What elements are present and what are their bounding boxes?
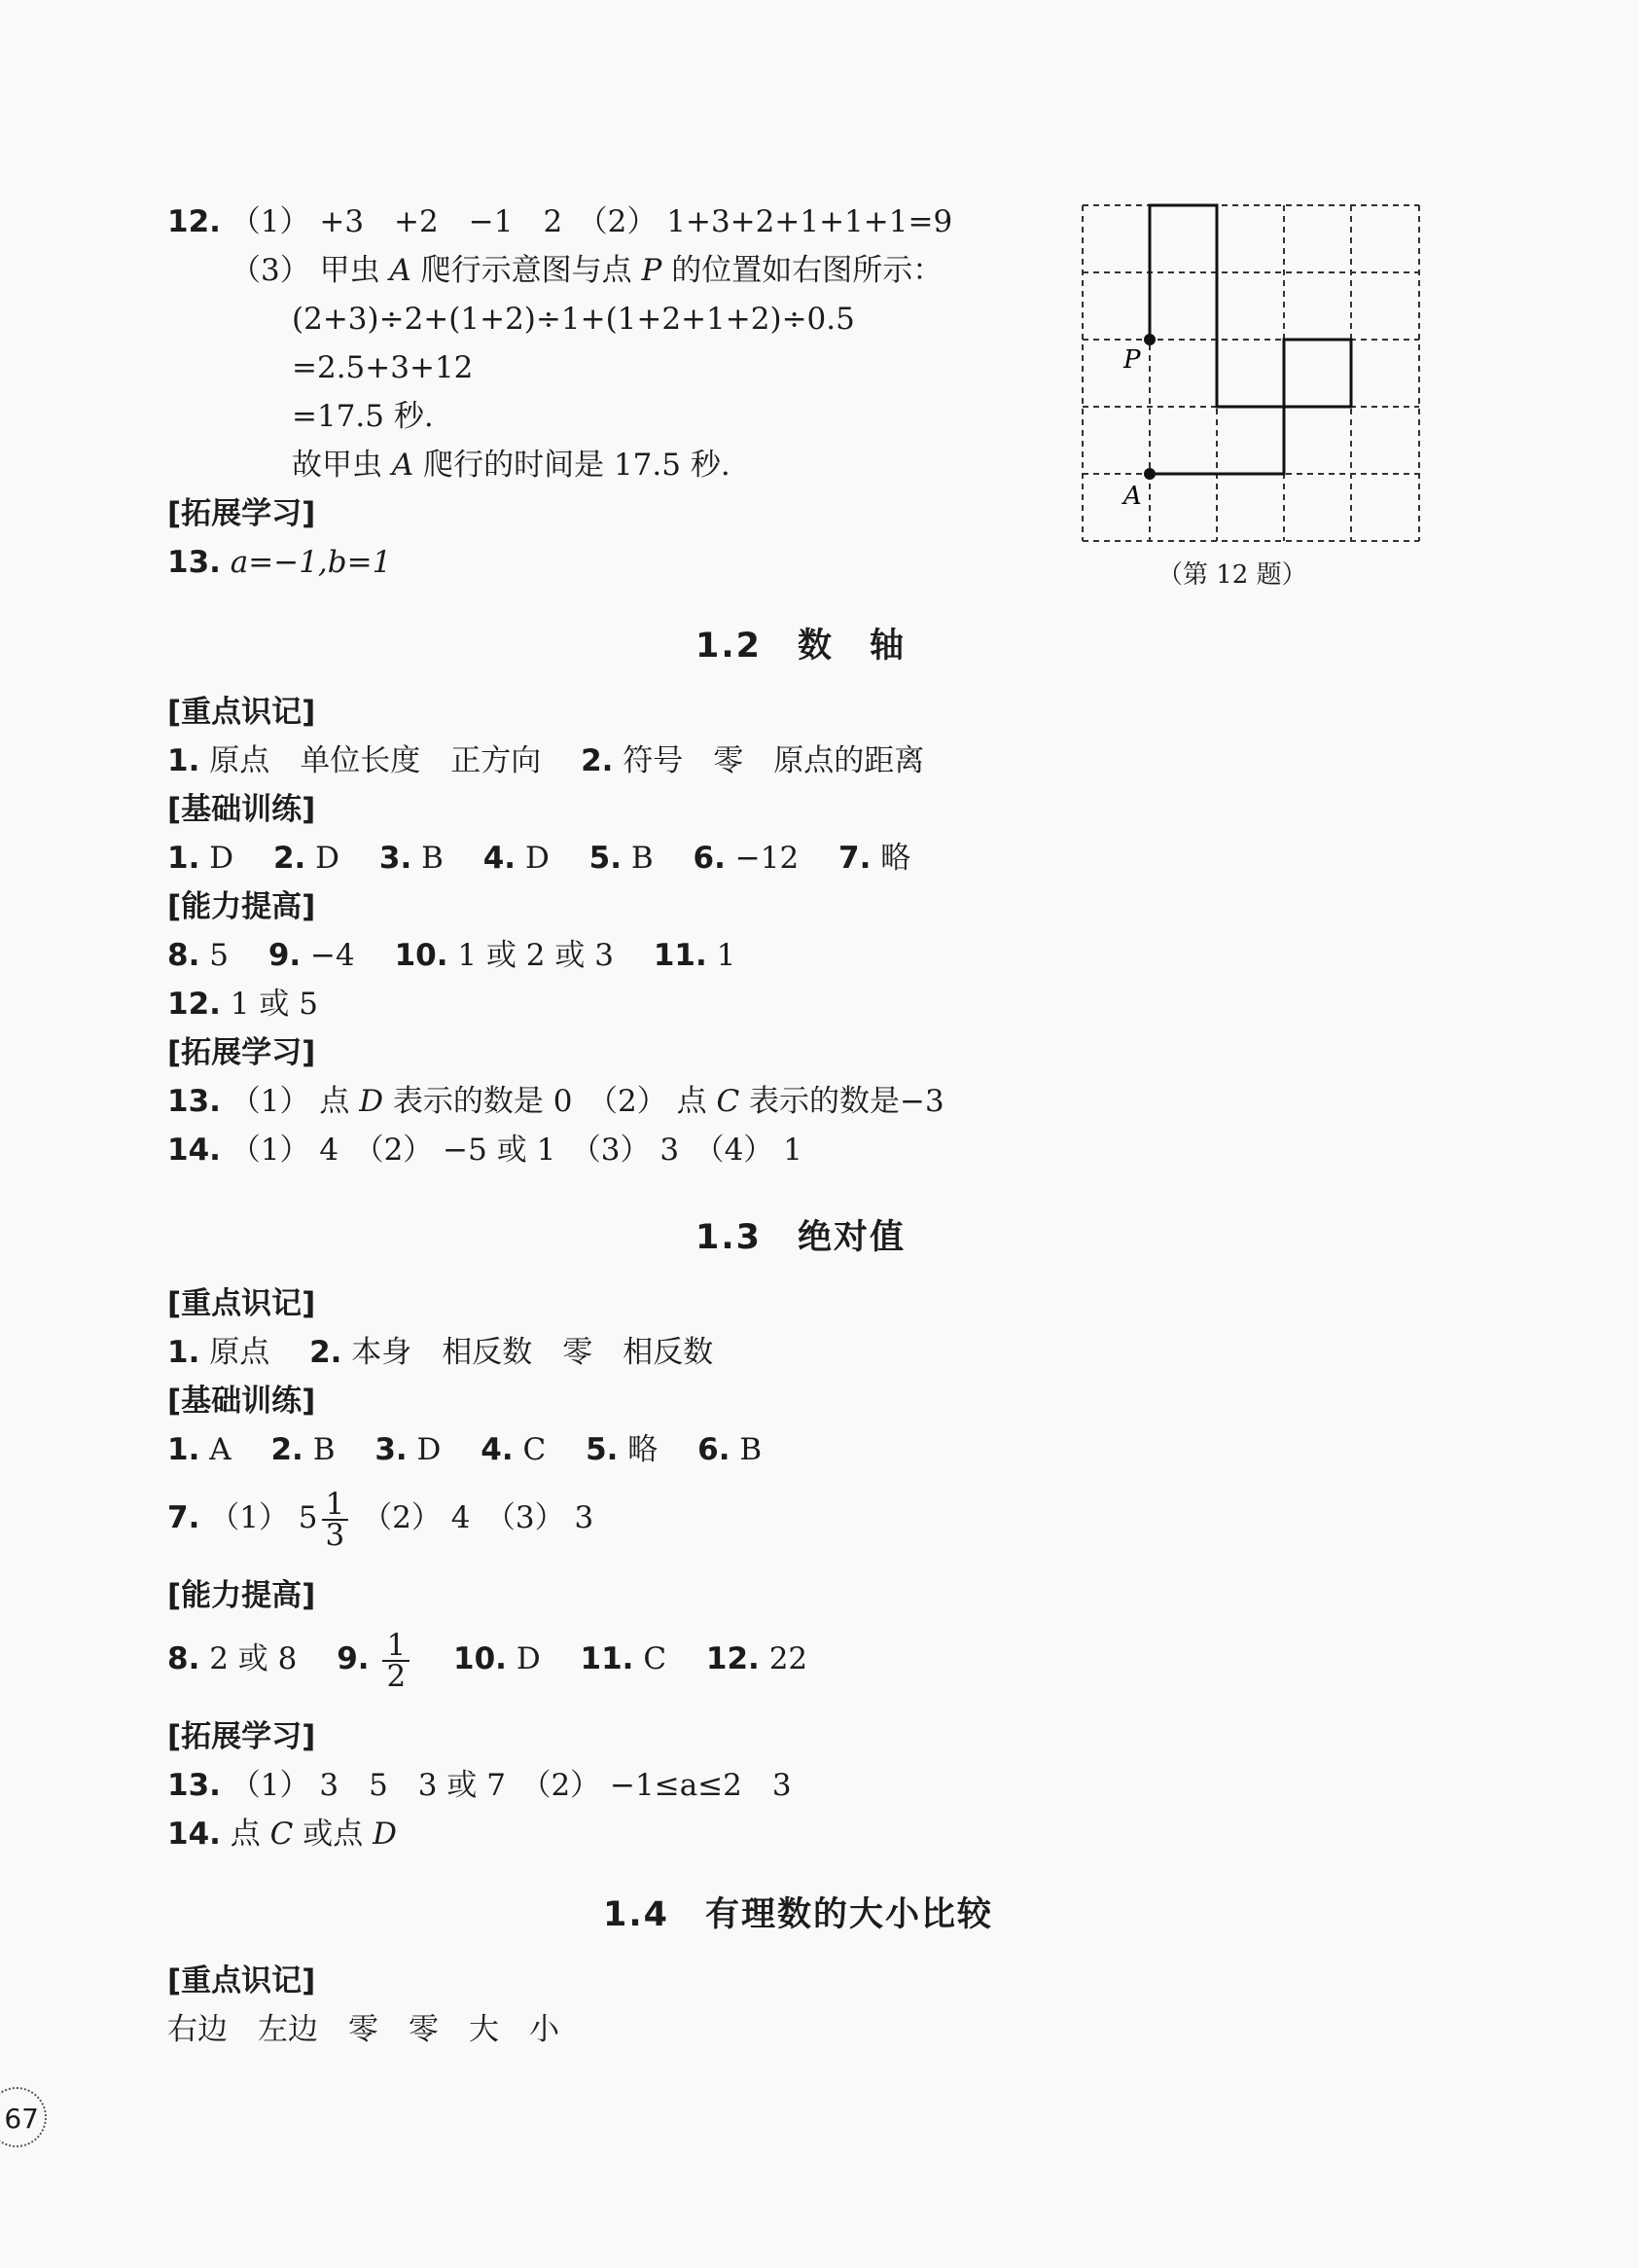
point-A xyxy=(1144,468,1156,480)
section-header: [重点识记] xyxy=(167,1286,316,1321)
q12-line-4: =2.5+3+12 xyxy=(292,350,474,385)
s13-line-5: 13. （1） 3 5 3 或 7 （2） −1≤a≤2 3 xyxy=(167,1768,792,1803)
s13-line-2: 1. A 2. B 3. D 4. C 5. 略 6. B xyxy=(167,1432,763,1467)
fraction: $\frac{1}{3}$ xyxy=(322,1490,349,1550)
s13-line-1: 1. 原点 2. 本身 相反数 零 相反数 xyxy=(167,1335,714,1370)
section-header: [重点识记] xyxy=(167,1963,316,1998)
section-header: [拓展学习] xyxy=(167,496,316,531)
q12-line-1: 12. （1） +3 +2 −1 2 （2） 1+3+2+1+1+1=9 xyxy=(167,204,953,239)
point-P xyxy=(1144,334,1156,345)
section-title-1-4: 1.4 有理数的大小比较 xyxy=(603,1895,994,1934)
q12-line-5: =17.5 秒. xyxy=(292,399,434,434)
s14-line-1: 右边 左边 零 零 大 小 xyxy=(167,2012,559,2047)
s12-line-5: 13. （1） 点 D 表示的数是 0 （2） 点 C 表示的数是−3 xyxy=(167,1084,944,1119)
q12-line-2: （3） 甲虫 A 爬行示意图与点 P 的位置如右图所示： xyxy=(231,253,944,288)
section-header: [能力提高] xyxy=(167,889,316,924)
fraction: $\frac{1}{2}$ xyxy=(382,1631,410,1691)
s13-line-3: 7. （1） 5 $\frac{1}{3}$ （2） 4 （3） 3 xyxy=(167,1486,594,1553)
s12-line-6: 14. （1） 4 （2） −5 或 1 （3） 3 （4） 1 xyxy=(167,1133,802,1168)
section-title-1-3: 1.3 绝对值 xyxy=(695,1218,907,1257)
section-header: [重点识记] xyxy=(167,695,316,730)
s12-line-2: 1. D 2. D 3. B 4. D 5. B 6. −12 7. 略 xyxy=(167,841,911,876)
q13-line: 13. a=−1,b=1 xyxy=(167,545,392,580)
label-A: A xyxy=(1123,482,1142,511)
label-P: P xyxy=(1123,345,1141,375)
s13-line-4: 8. 2 或 8 9. $\frac{1}{2}$ 10. D 11. C 12. 22 xyxy=(167,1627,808,1694)
s12-line-4: 12. 1 或 5 xyxy=(167,987,318,1022)
section-header: [能力提高] xyxy=(167,1578,316,1613)
grid-figure xyxy=(1075,199,1425,550)
s13-line-6: 14. 点 C 或点 D xyxy=(167,1817,397,1852)
page-number: 67 xyxy=(0,2087,47,2147)
section-header: [拓展学习] xyxy=(167,1719,316,1754)
figure-caption: （第 12 题） xyxy=(1157,560,1307,590)
section-title-1-2: 1.2 数 轴 xyxy=(695,627,907,666)
q12-line-6: 故甲虫 A 爬行的时间是 17.5 秒. xyxy=(292,448,730,483)
q12-line-3: (2+3)÷2+(1+2)÷1+(1+2+1+2)÷0.5 xyxy=(292,302,855,337)
section-header: [拓展学习] xyxy=(167,1035,316,1070)
section-header: [基础训练] xyxy=(167,1384,316,1419)
s12-line-3: 8. 5 9. −4 10. 1 或 2 或 3 11. 1 xyxy=(167,938,736,973)
s12-line-1: 1. 原点 单位长度 正方向 2. 符号 零 原点的距离 xyxy=(167,743,925,778)
section-header: [基础训练] xyxy=(167,792,316,827)
